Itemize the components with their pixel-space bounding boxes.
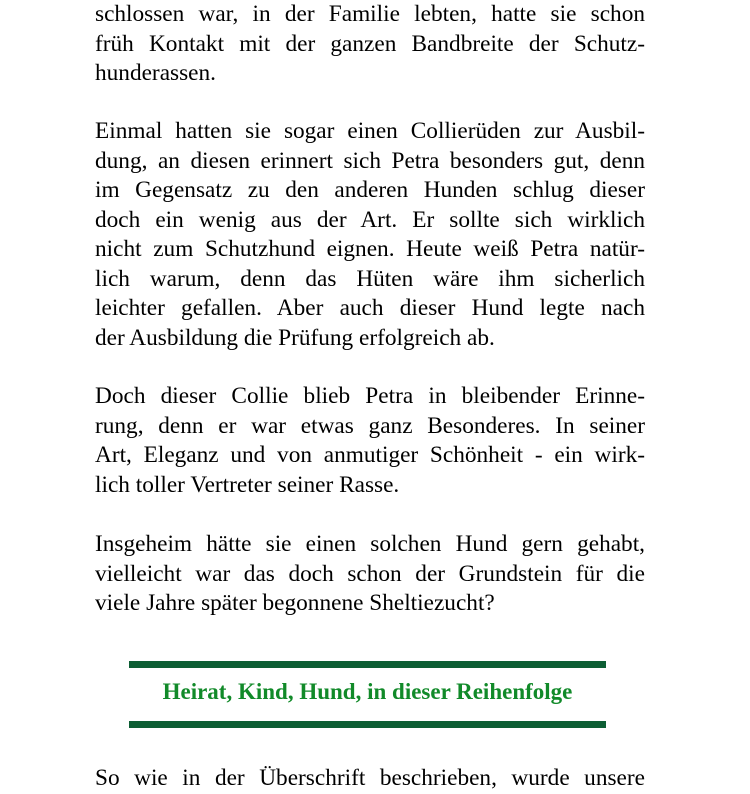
text-line: hunderassen. (95, 60, 216, 86)
text-line: lich warum, denn das Hüten wäre ihm sicherlich (95, 265, 645, 292)
text-line: der Ausbildung die Prüfung erfolgreich ab. (95, 324, 495, 351)
text-line: lich toller Vertreter seiner Rasse. (95, 471, 400, 498)
text-line: leichter gefallen. Aber auch dieser Hund legte nach (95, 295, 645, 321)
text-line: Doch dieser Collie blieb Petra in bleibender Erinne- (95, 383, 645, 409)
paragraph-collie-memory (95, 382, 645, 500)
text-line: dung, an diesen erinnert sich Petra besonders gut, denn (95, 147, 645, 174)
section-heading: Heirat, Kind, Hund, in dieser Reihenfolge (162, 679, 573, 704)
text-line: früh Kontakt mit der ganzen Bandbreite der Schutz- (95, 30, 645, 57)
text-line: schlossen war, in der Familie lebten, hatte sie schon (95, 1, 645, 27)
text-line: Art, Eleganz und von anmutiger Schönheit - ein wirk- (95, 442, 645, 468)
paragraph-sheltie-origin (95, 530, 645, 619)
paragraph-family-context (95, 0, 645, 89)
text-line: So wie in der Überschrift beschrieben, wurde unsere (95, 765, 645, 791)
paragraph-closing (95, 764, 645, 794)
text-line: viele Jahre später begonnene Sheltiezucht? (95, 590, 495, 616)
text-line: doch ein wenig aus der Art. Er sollte sich wirklich (95, 206, 645, 233)
heading-rule-bottom (129, 721, 606, 728)
text-line: Insgeheim hätte sie einen solchen Hund gern gehabt, (95, 531, 645, 557)
text-line: vielleicht war das doch schon der Grundstein für die (95, 560, 645, 587)
heading-rule-top (129, 661, 606, 668)
text-line: rung, denn er war etwas ganz Besonderes. In seiner (95, 412, 645, 439)
section-heading-box (129, 661, 606, 729)
paragraph-collie-training (95, 117, 645, 353)
text-line: nicht zum Schutzhund eignen. Heute weiß Petra natür- (95, 236, 645, 262)
text-line: Einmal hatten sie sogar einen Collierüden zur Ausbil- (95, 118, 645, 144)
text-line: im Gegensatz zu den anderen Hunden schlug dieser (95, 177, 645, 203)
